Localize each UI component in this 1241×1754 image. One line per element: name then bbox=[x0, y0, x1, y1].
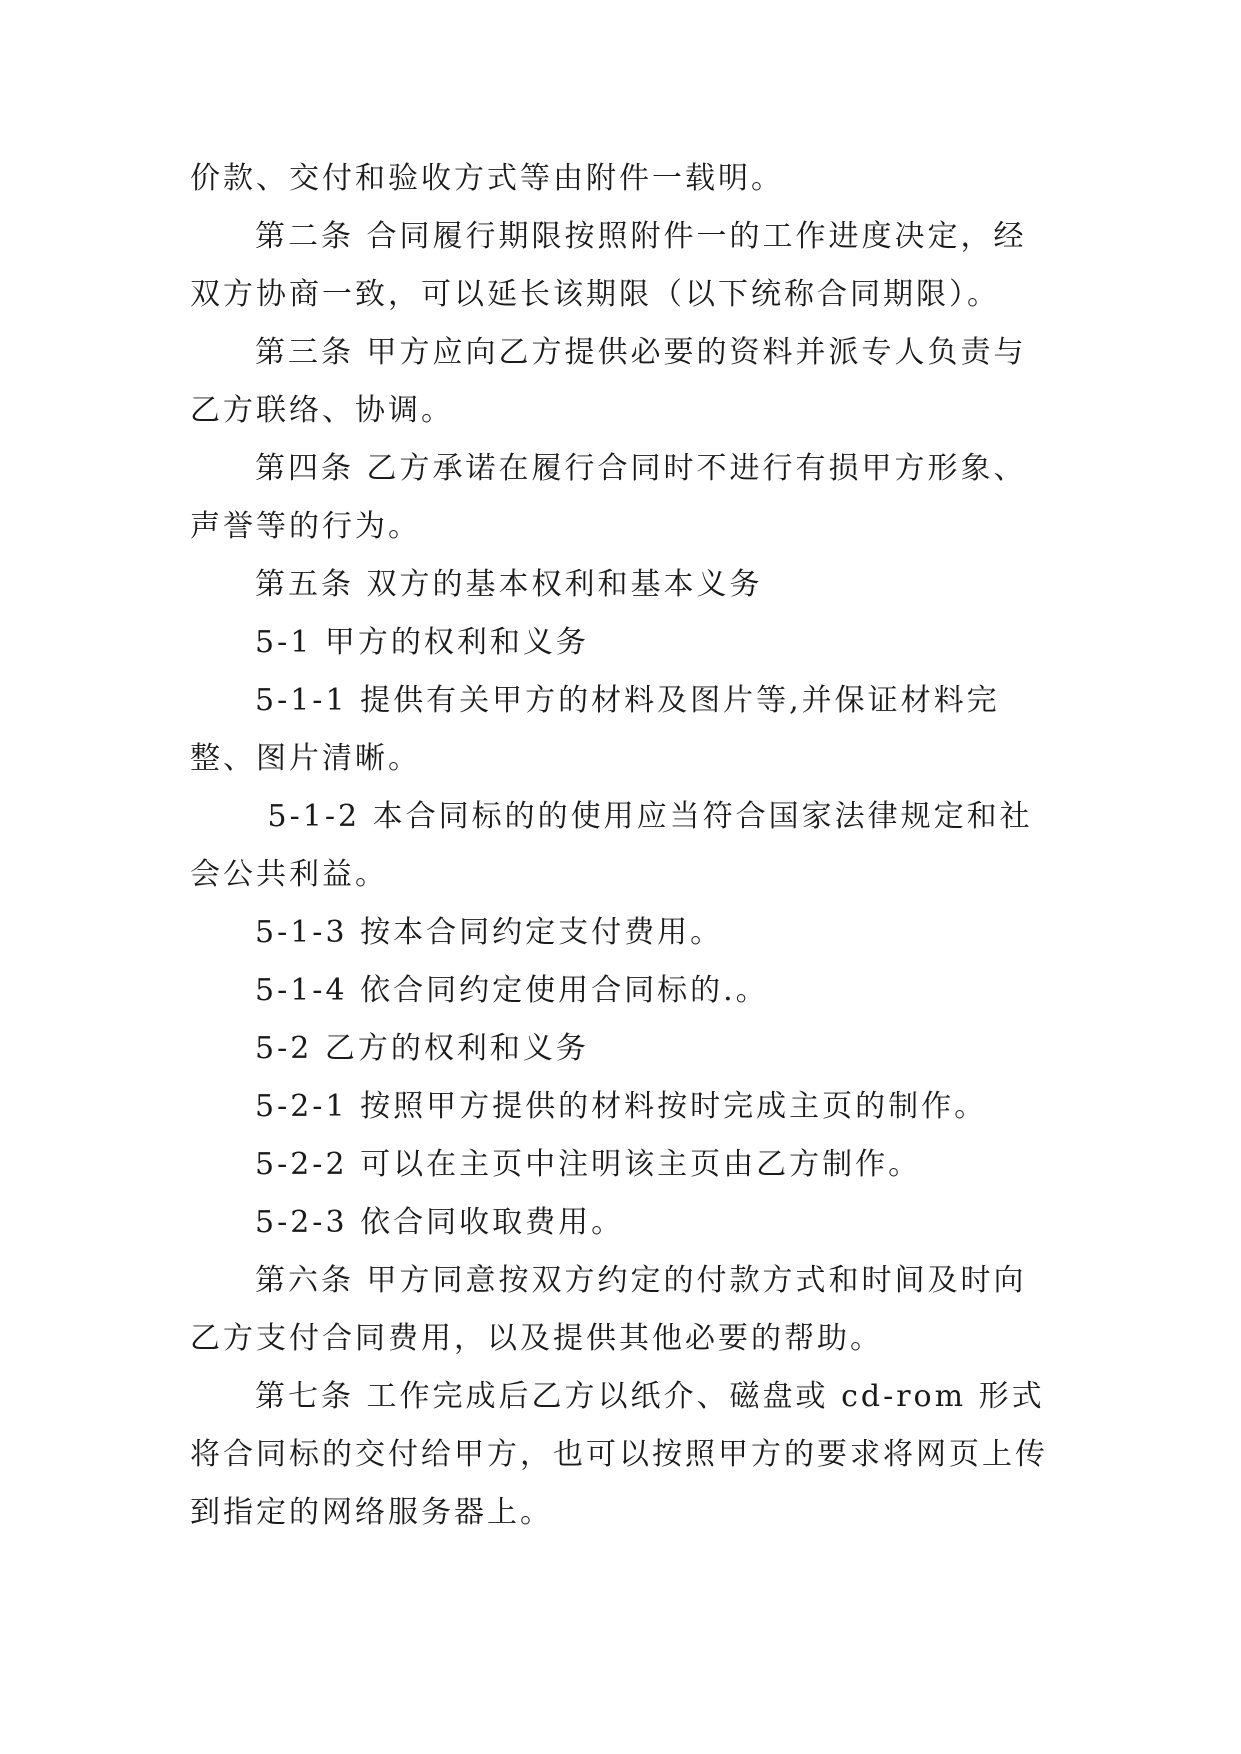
paragraph-article-5: 第五条 双方的基本权利和基本义务 bbox=[255, 567, 763, 602]
paragraph-5-2-2: 5-2-2 可以在主页中注明该主页由乙方制作。 bbox=[255, 1147, 922, 1182]
paragraph-article-3: 第三条 甲方应向乙方提供必要的资料并派专人负责与乙方联络、协调。 bbox=[190, 335, 1027, 428]
paragraph-5-1: 5-1 甲方的权利和义务 bbox=[255, 625, 589, 660]
paragraph-5-1-2: 5-1-2 本合同标的的使用应当符合国家法律规定和社会公共利益。 bbox=[190, 799, 1033, 892]
paragraph-payment-delivery: 价款、交付和验收方式等由附件一载明。 bbox=[190, 161, 784, 196]
paragraph-5-1-4: 5-1-4 依合同约定使用合同标的.。 bbox=[255, 973, 769, 1008]
paragraph-article-4: 第四条 乙方承诺在履行合同时不进行有损甲方形象、声誉等的行为。 bbox=[190, 451, 1027, 544]
paragraph-article-2: 第二条 合同履行期限按照附件一的工作进度决定，经双方协商一致，可以延长该期限（以下统称合同期限）。 bbox=[190, 219, 1027, 312]
paragraph-article-6: 第六条 甲方同意按双方约定的付款方式和时间及时向乙方支付合同费用，以及提供其他必要的帮助。 bbox=[190, 1263, 1027, 1356]
paragraph-5-1-1: 5-1-1 提供有关甲方的材料及图片等,并保证材料完整、图片清晰。 bbox=[190, 683, 1000, 776]
contract-body bbox=[190, 150, 1050, 1542]
paragraph-5-2-1: 5-2-1 按照甲方提供的材料按时完成主页的制作。 bbox=[255, 1089, 988, 1124]
paragraph-5-2: 5-2 乙方的权利和义务 bbox=[255, 1031, 589, 1066]
paragraph-article-7: 第七条 工作完成后乙方以纸介、磁盘或 cd-rom 形式将合同标的交付给甲方，也可以按照甲方的要求将网页上传到指定的网络服务器上。 bbox=[190, 1379, 1048, 1530]
paragraph-5-2-3: 5-2-3 依合同收取费用。 bbox=[255, 1205, 625, 1240]
paragraph-5-1-3: 5-1-3 按本合同约定支付费用。 bbox=[255, 915, 724, 950]
